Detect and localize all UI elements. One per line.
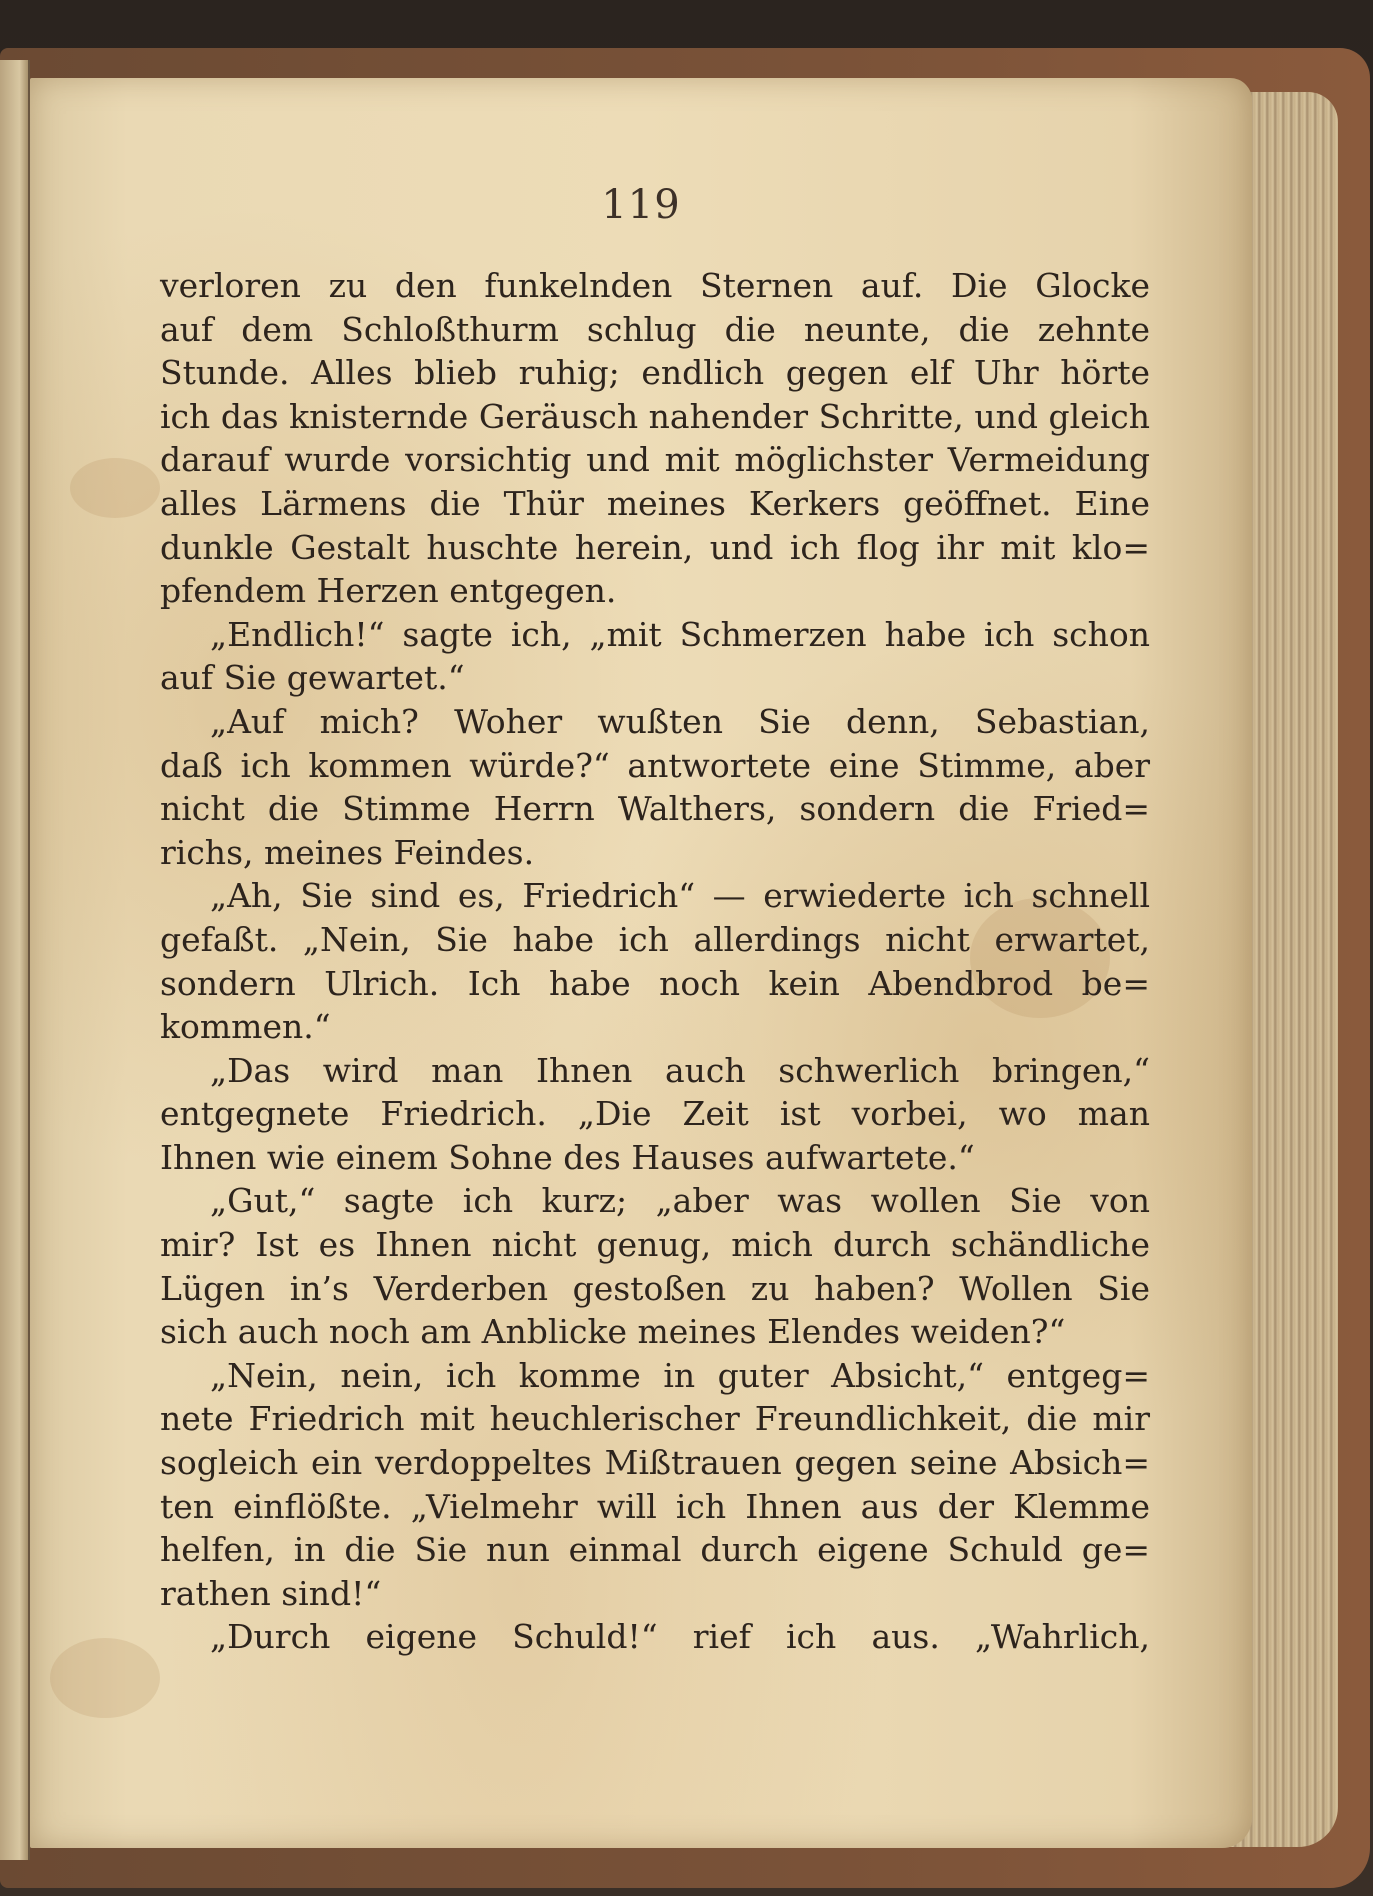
- text-line: rathen sind!“: [160, 1573, 382, 1613]
- text-line: alles Lärmens die Thür meines Kerkers geöffnet. Eine: [160, 483, 1150, 523]
- text-line: „Nein, nein, ich komme in guter Absicht,“ entgeg=: [210, 1355, 1150, 1395]
- text-line: auf Sie gewartet.“: [160, 658, 465, 698]
- text-line: daß ich kommen würde?“ antwortete eine Stimme, aber: [160, 745, 1150, 785]
- text-line: „Ah, Sie sind es, Friedrich“ — erwiederte ich schnell: [210, 876, 1150, 916]
- book-page: [30, 78, 1252, 1848]
- text-line: Lügen in’s Verderben gestoßen zu haben? Wollen Sie: [160, 1268, 1150, 1308]
- text-line: „Gut,“ sagte ich kurz; „aber was wollen Sie von: [210, 1181, 1150, 1221]
- text-line: „Das wird man Ihnen auch schwerlich bringen,“: [210, 1050, 1150, 1090]
- text-line: verloren zu den funkelnden Sternen auf. Die Glocke: [160, 266, 1150, 305]
- paper-stain: [50, 1638, 160, 1718]
- text-line: entgegnete Friedrich. „Die Zeit ist vorbei, wo man: [160, 1094, 1150, 1134]
- text-line: „Endlich!“ sagte ich, „mit Schmerzen habe ich schon: [210, 614, 1150, 654]
- text-line: ich das knisternde Geräusch nahender Schritte, und gleich: [160, 396, 1150, 436]
- text-line: richs, meines Feindes.: [160, 832, 535, 872]
- text-line: Ihnen wie einem Sohne des Hauses aufwartete.“: [160, 1137, 975, 1177]
- body-text: [160, 264, 1150, 1659]
- text-line: sogleich ein verdoppeltes Mißtrauen gegen seine Absich=: [160, 1443, 1150, 1483]
- text-line: ten einflößte. „Vielmehr will ich Ihnen aus der Klemme: [160, 1486, 1150, 1526]
- text-line: helfen, in die Sie nun einmal durch eigene Schuld ge=: [160, 1530, 1150, 1570]
- text-line: mir? Ist es Ihnen nicht genug, mich durch schändliche: [160, 1225, 1150, 1265]
- text-line: nicht die Stimme Herrn Walthers, sondern die Fried=: [160, 789, 1150, 829]
- page-number: 119: [601, 182, 681, 228]
- text-line: „Durch eigene Schuld!“ rief ich aus. „Wahrlich,: [210, 1617, 1150, 1657]
- paper-stain: [70, 458, 160, 518]
- text-line: auf dem Schloßthurm schlug die neunte, die zehnte: [160, 309, 1150, 349]
- text-line: dunkle Gestalt huschte herein, und ich flog ihr mit klo=: [160, 527, 1150, 567]
- text-line: „Auf mich? Woher wußten Sie denn, Sebastian,: [210, 701, 1150, 741]
- text-line: kommen.“: [160, 1007, 331, 1047]
- text-line: sich auch noch am Anblicke meines Elendes weiden?“: [160, 1312, 1066, 1352]
- text-line: pfendem Herzen entgegen.: [160, 571, 617, 611]
- text-line: darauf wurde vorsichtig und mit möglichster Vermeidung: [160, 440, 1150, 480]
- facing-page-edge: [0, 60, 30, 1860]
- text-line: nete Friedrich mit heuchlerischer Freundlichkeit, die mir: [160, 1399, 1150, 1439]
- text-line: sondern Ulrich. Ich habe noch kein Abendbrod be=: [160, 963, 1150, 1003]
- text-line: Stunde. Alles blieb ruhig; endlich gegen elf Uhr hörte: [160, 353, 1150, 393]
- text-line: gefaßt. „Nein, Sie habe ich allerdings nicht erwartet,: [160, 919, 1150, 959]
